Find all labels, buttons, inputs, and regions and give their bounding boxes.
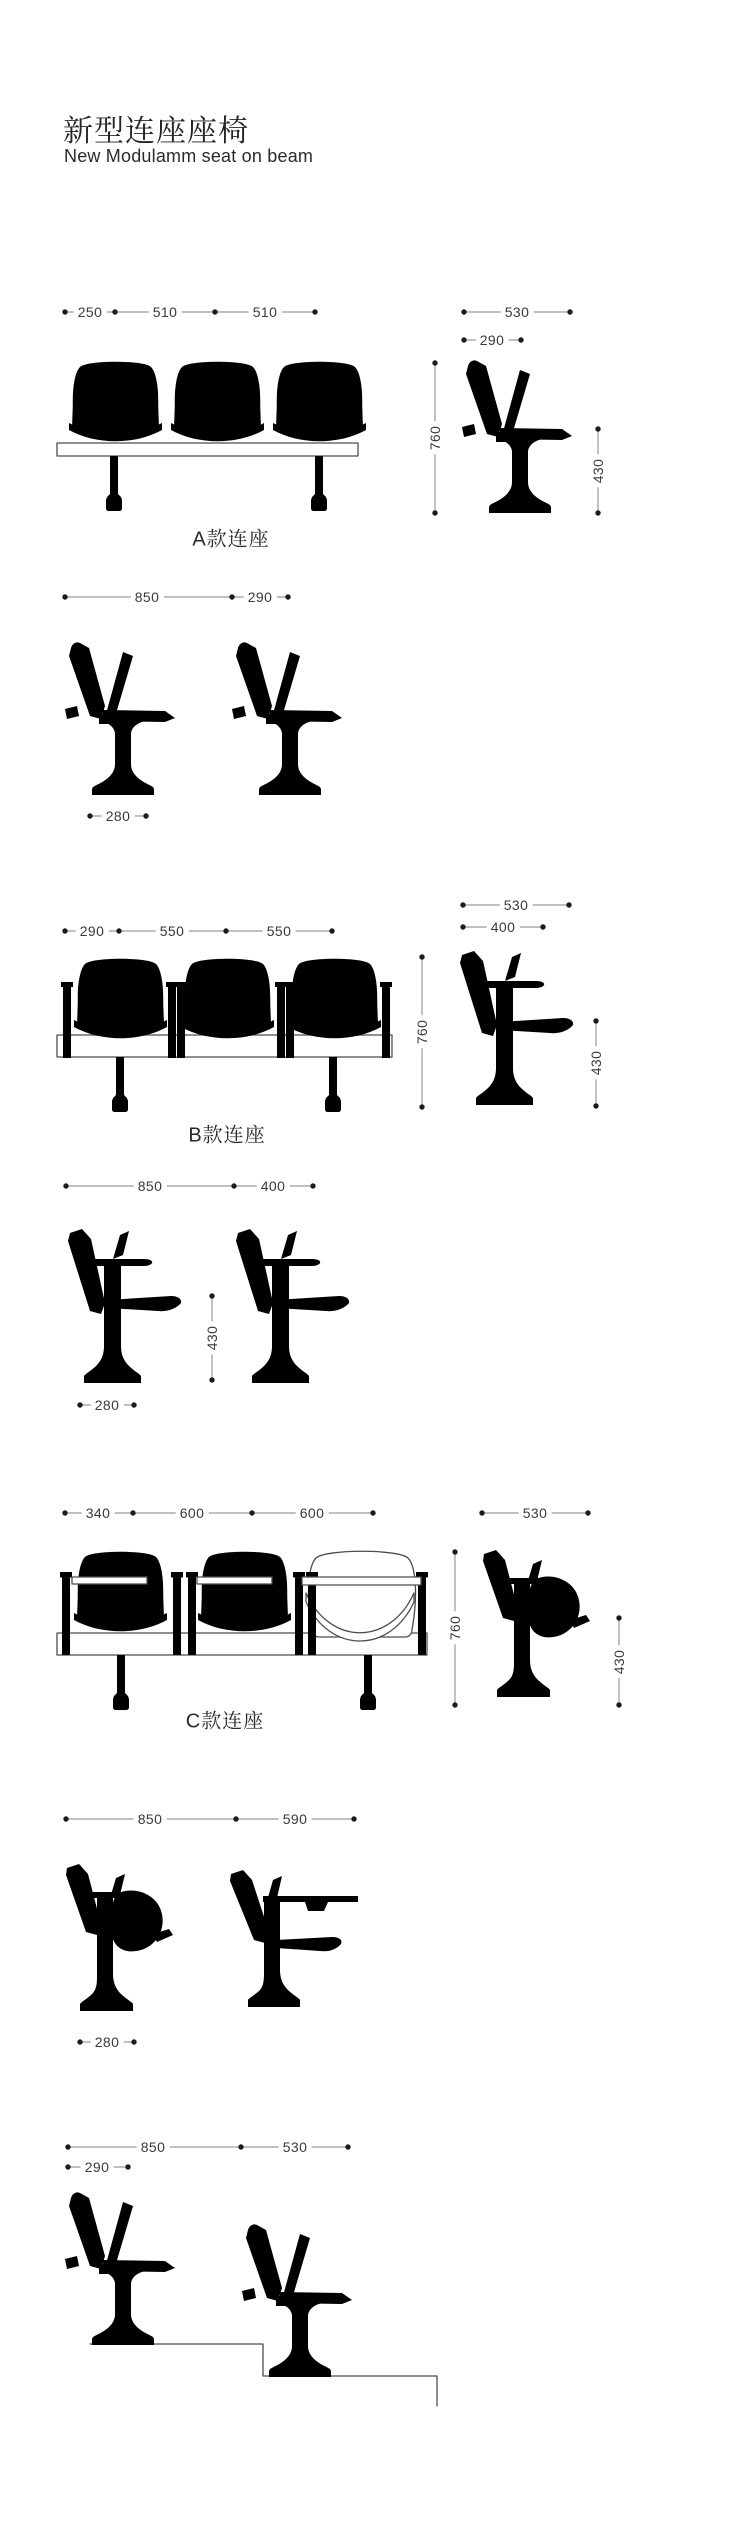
pair-view-a bbox=[65, 642, 342, 795]
dim-c-front-2: 600 bbox=[176, 1505, 209, 1521]
front-view-b bbox=[57, 959, 392, 1112]
dim-b-pair-1: 850 bbox=[134, 1178, 167, 1194]
dim-a-pair-base: 280 bbox=[102, 808, 135, 824]
dim-b-front-3: 550 bbox=[263, 923, 296, 939]
steps-view bbox=[65, 2192, 437, 2406]
front-view-a bbox=[57, 362, 366, 511]
section-c-label: C款连座 bbox=[185, 1710, 265, 1733]
pair-view-c bbox=[66, 1864, 358, 2011]
dim-b-side-width: 530 bbox=[500, 897, 533, 913]
dim-b-pair-base: 280 bbox=[91, 1397, 124, 1413]
dim-b-side-seat-height: 430 bbox=[588, 1047, 604, 1080]
dim-c-pair-base: 280 bbox=[91, 2034, 124, 2050]
dim-a-side-depth: 290 bbox=[476, 332, 509, 348]
side-view-c bbox=[483, 1550, 590, 1697]
dim-c-side-seat-height: 430 bbox=[611, 1646, 627, 1679]
side-view-b bbox=[460, 951, 573, 1105]
dim-a-side-seat-height: 430 bbox=[590, 455, 606, 488]
dim-b-side-depth: 400 bbox=[487, 919, 520, 935]
dim-b-front-2: 550 bbox=[156, 923, 189, 939]
dim-a-front-2: 510 bbox=[149, 304, 182, 320]
section-a-label: A款连座 bbox=[192, 528, 270, 551]
section-b-label: B款连座 bbox=[188, 1124, 266, 1147]
page-title: 新型连座座椅 bbox=[63, 115, 249, 148]
dim-b-side-height: 760 bbox=[414, 1016, 430, 1049]
dim-c-pair-2: 590 bbox=[279, 1811, 312, 1827]
dim-a-side-height: 760 bbox=[427, 422, 443, 455]
front-view-c bbox=[57, 1551, 428, 1710]
dim-c-pair-1: 850 bbox=[134, 1811, 167, 1827]
dim-a-pair-2: 290 bbox=[244, 589, 277, 605]
side-view-a bbox=[462, 360, 572, 513]
dim-c-side-height: 760 bbox=[447, 1612, 463, 1645]
dim-a-side-width: 530 bbox=[501, 304, 534, 320]
page-subtitle: New Modulamm seat on beam bbox=[64, 146, 314, 166]
dim-c-front-1: 340 bbox=[82, 1505, 115, 1521]
pair-view-b bbox=[68, 1229, 349, 1383]
dim-a-front-1: 250 bbox=[74, 304, 107, 320]
dim-c-side-width: 530 bbox=[519, 1505, 552, 1521]
dim-b-pair-2: 400 bbox=[257, 1178, 290, 1194]
dim-steps-2: 530 bbox=[279, 2139, 312, 2155]
dim-a-front-3: 510 bbox=[249, 304, 282, 320]
dim-a-pair-1: 850 bbox=[131, 589, 164, 605]
dim-b-pair-seat-height: 430 bbox=[204, 1322, 220, 1355]
dim-steps-1: 850 bbox=[137, 2139, 170, 2155]
dim-b-front-1: 290 bbox=[76, 923, 109, 939]
dim-c-front-3: 600 bbox=[296, 1505, 329, 1521]
dim-steps-3: 290 bbox=[81, 2159, 114, 2175]
